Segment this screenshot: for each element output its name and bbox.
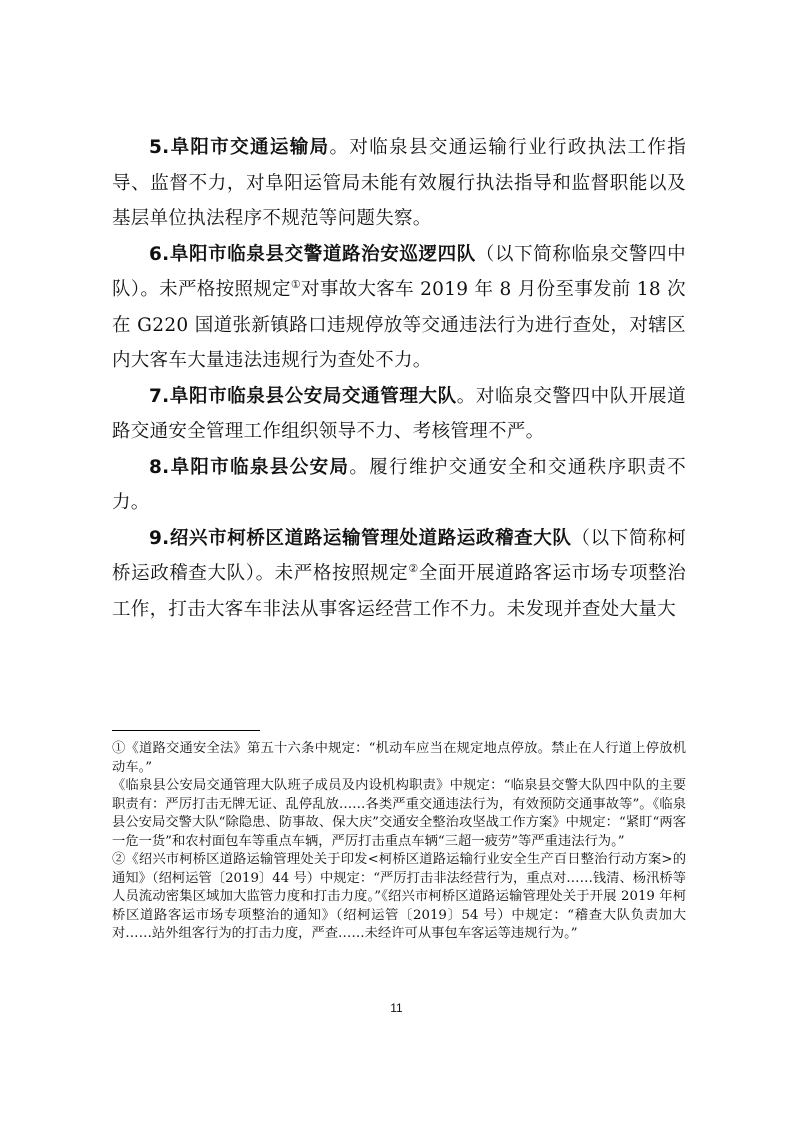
- paragraph-text: 。对临泉交警四中队开展道路交通安全管理工作组织领导不力、考核管理不严。: [112, 385, 686, 442]
- paragraph-heading: 6.阜阳市临泉县交警道路治安巡逻四队: [149, 243, 476, 265]
- paragraph-heading: 8.阜阳市临泉县公安局: [149, 456, 350, 478]
- paragraph-item-8: [112, 450, 686, 521]
- footnote-1: ①《道路交通安全法》第五十六条中规定：“机动车应当在规定地点停放。禁止在人行道上停放机动车。”: [112, 741, 686, 775]
- paragraph-text: （以下简称柯桥运政稽查大队）。未严格按照规定: [112, 527, 686, 584]
- paragraph-text-continued: 全面开展道路客运市场专项整治工作，打击大客车非法从事客运经营工作不力。未发现并查处大量大: [112, 563, 686, 620]
- paragraph-text: （以下简称临泉交警四中队）。未严格按照规定: [112, 243, 686, 300]
- footnote-2: ②《绍兴市柯桥区道路运输管理处关于印发<柯桥区道路运输行业安全生产百日整治行动方案>的通知》（绍柯运管〔2019〕44 号）中规定：“严厉打击非法经营行为，重点对……钱清、杨汛桥等人员流动密集区域加大监管力度和打击力度。”《绍兴市柯桥区道路运输管理处关于开展 2019 年柯桥区道路客运市场专项整治的通知》（绍柯运管〔2019〕54 号）中规定：“稽查大队负责加大对……站外组客行为的打击力度，严查……未经许可从事包车客运等违规行为。”: [112, 852, 686, 941]
- body-text: [112, 130, 686, 627]
- footnotes: [112, 740, 686, 944]
- paragraph-text: 。对临泉县交通运输行业行政执法工作指导、监督不力，对阜阳运管局未能有效履行执法指导和监督职能以及基层单位执法程序不规范等问题失察。: [112, 137, 687, 229]
- footnote-1-continued: 《临泉县公安局交通管理大队班子成员及内设机构职责》中规定：“临泉县交警大队四中队的主要职责有：严厉打击无牌无证、乱停乱放……各类严重交通违法行为，有效预防交通事故等”。《临泉县公安局交警大队“除隐患、防事故、保大庆”交通安全整治攻坚战工作方案》中规定：“紧盯“两客一危一货”和农村面包车等重点车辆，严厉打击重点车辆“三超一疲劳”等严重违法行为。”: [112, 778, 686, 849]
- paragraph-item-9: [112, 521, 686, 628]
- page-number: 11: [390, 1001, 403, 1015]
- paragraph-heading: 7.阜阳市临泉县公安局交通管理大队: [149, 385, 457, 407]
- footnote-separator: [112, 730, 260, 731]
- paragraph-heading: 9.绍兴市柯桥区道路运输管理处道路运政稽查大队: [149, 527, 572, 549]
- paragraph-heading: 5.阜阳市交通运输局: [149, 137, 330, 158]
- paragraph-item-6: [112, 237, 686, 379]
- paragraph-item-5: [112, 130, 686, 237]
- paragraph-text: 。履行维护交通安全和交通秩序职责不力。: [112, 456, 686, 513]
- paragraph-text-continued: 对事故大客车 2019 年 8 月份至事发前 18 次在 G220 国道张新镇路口违规停放等交通违法行为进行查处，对辖区内大客车大量违法违规行为查处不力。: [112, 279, 686, 371]
- footnote-ref[interactable]: ②: [408, 562, 419, 575]
- footnote-ref[interactable]: ①: [290, 278, 302, 291]
- paragraph-item-7: [112, 379, 686, 450]
